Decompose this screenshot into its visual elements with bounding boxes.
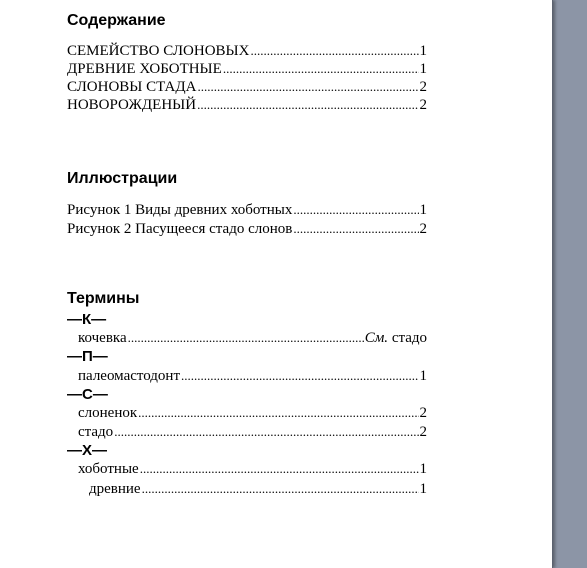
dot-leader <box>128 329 364 347</box>
figures-heading: Иллюстрации <box>67 170 178 187</box>
toc-entry[interactable] <box>67 42 427 60</box>
dot-leader <box>223 60 419 78</box>
see-reference: См. <box>364 330 389 346</box>
toc-entry-label: ДРЕВНИЕ ХОБОТНЫЕ <box>67 61 222 77</box>
dot-leader <box>250 42 418 60</box>
index-entry-label: слоненок <box>78 405 138 421</box>
toc-entry[interactable] <box>67 60 427 78</box>
see-reference-target: стадо <box>391 330 427 346</box>
dot-leader <box>197 96 418 114</box>
toc-entry-page: 2 <box>419 97 427 113</box>
index-entry[interactable] <box>78 404 427 422</box>
index-entry-label: кочевка <box>78 330 127 346</box>
toc-entry[interactable] <box>67 78 427 96</box>
dot-leader <box>138 404 418 422</box>
index-subentry[interactable] <box>89 480 427 498</box>
index-letter-k: —К— <box>67 311 107 328</box>
toc-entry-label: СЕМЕЙСТВО СЛОНОВЫХ <box>67 43 250 59</box>
dot-leader <box>140 460 419 478</box>
index-entry[interactable] <box>78 367 427 385</box>
figure-entry[interactable] <box>67 201 427 219</box>
figure-entry-page: 1 <box>419 202 427 218</box>
toc-entry-label: СЛОНОВЫ СТАДА <box>67 79 197 95</box>
index-entry-page: 2 <box>419 424 427 440</box>
index-entry-page: 2 <box>419 405 427 421</box>
dot-leader <box>197 78 418 96</box>
dot-leader <box>181 367 418 385</box>
toc-entry-page: 2 <box>419 79 427 95</box>
figure-entry[interactable] <box>67 220 427 238</box>
index-entry[interactable] <box>78 329 427 347</box>
dot-leader <box>114 423 418 441</box>
figure-entry-page: 2 <box>419 221 427 237</box>
toc-entry-page: 1 <box>419 43 427 59</box>
index-entry-label: хоботные <box>78 461 139 477</box>
index-letter-p: —П— <box>67 348 108 365</box>
index-heading: Термины <box>67 290 140 307</box>
index-entry-label: древние <box>89 481 141 497</box>
index-entry-page: 1 <box>419 368 427 384</box>
toc-entry-label: НОВОРОЖДЕНЫЙ <box>67 97 197 113</box>
index-entry[interactable] <box>78 460 427 478</box>
figure-entry-label: Рисунок 2 Пасущееся стадо слонов <box>67 221 293 237</box>
figure-entry-label: Рисунок 1 Виды древних хоботных <box>67 202 293 218</box>
dot-leader <box>293 201 418 219</box>
toc-heading: Содержание <box>67 12 166 29</box>
index-letter-kh: —Х— <box>67 442 108 459</box>
index-entry-label: палеомастодонт <box>78 368 181 384</box>
index-entry-label: стадо <box>78 424 114 440</box>
dot-leader <box>293 220 418 238</box>
index-entry-page: 1 <box>419 461 427 477</box>
index-letter-s: —С— <box>67 386 108 403</box>
toc-entry[interactable] <box>67 96 427 114</box>
index-entry-page: 1 <box>419 481 427 497</box>
dot-leader <box>142 480 419 498</box>
index-entry[interactable] <box>78 423 427 441</box>
toc-entry-page: 1 <box>419 61 427 77</box>
